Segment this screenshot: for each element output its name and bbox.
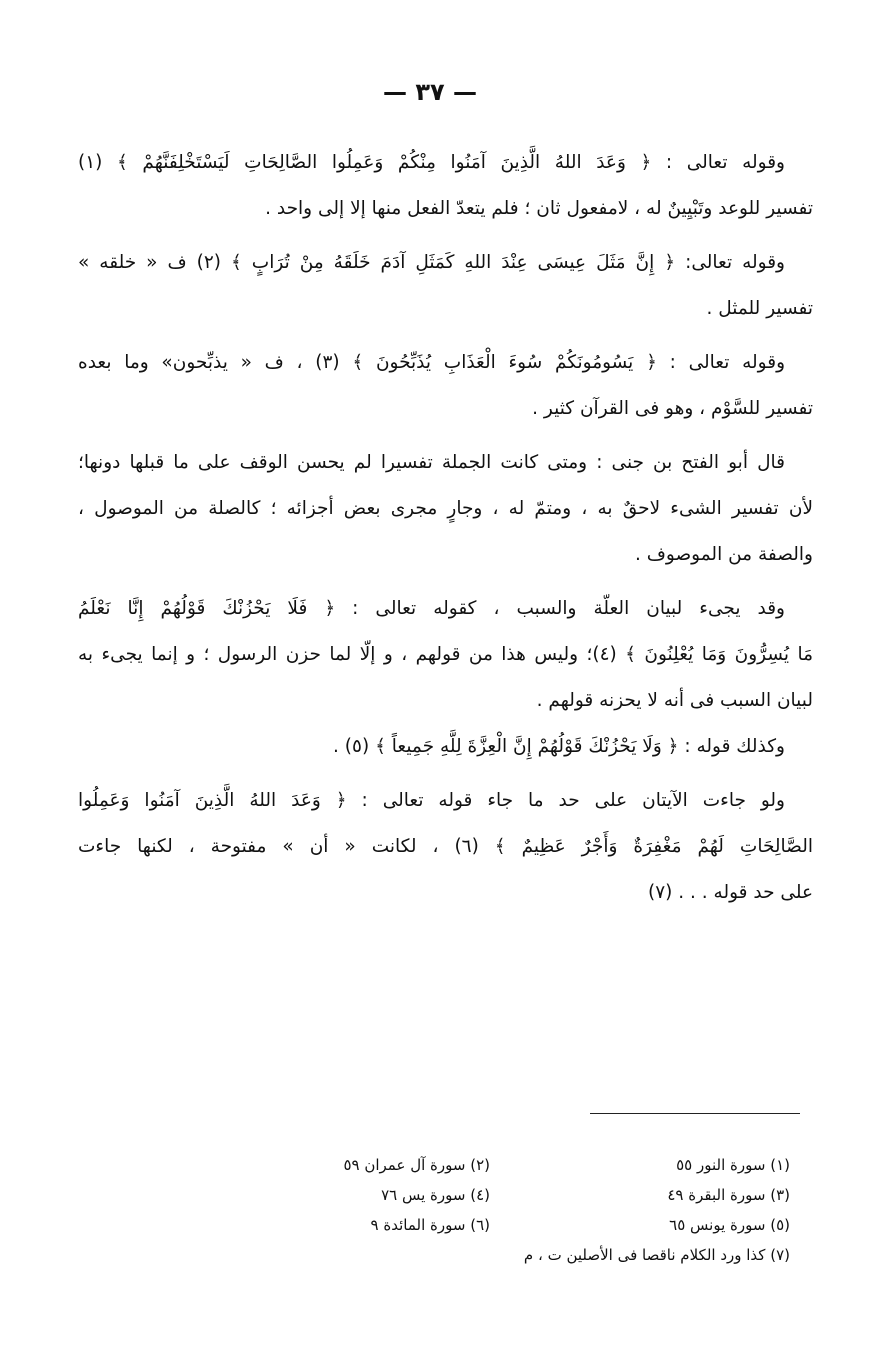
- text-line: وقوله تعالى : ﴿ وَعَدَ اللهُ الَّذِينَ آمَنُوا مِنْكُمْ وَعَمِلُوا الصَّالِحَاتِ لَيَسْتَخْلِفَنَّهُمْ ﴾ (١): [78, 152, 785, 173]
- footnote-row: [150, 1180, 790, 1210]
- footnote-row: [150, 1150, 790, 1180]
- paragraph-4: [78, 440, 813, 578]
- paragraph-3: [78, 340, 813, 432]
- main-text: [78, 140, 813, 916]
- text-line: تفسير للمثل .: [706, 298, 813, 319]
- text-line: لأن تفسير الشىء لاحقٌ به ، ومتمّ له ، وجارٍ مجرى بعض أجزائه ؛ كالصلة من الموصول ،: [78, 498, 813, 519]
- text-line: وقوله تعالى : ﴿ يَسُومُونَكُمْ سُوءَ الْعَذَابِ يُذَبِّحُونَ ﴾ (٣) ، ف « يذبِّحون» وما بعده: [78, 352, 786, 373]
- text-line: وكذلك قوله : ﴿ وَلَا يَحْزُنْكَ قَوْلُهُمْ إِنَّ الْعِزَّةَ لِلَّهِ جَمِيعاً ﴾ (٥) .: [333, 736, 785, 757]
- page-number: — ٣٧ —: [382, 78, 477, 106]
- footnotes: [150, 1150, 790, 1270]
- footnote-entry: (٢) سورة آل عمران ٥٩: [343, 1156, 490, 1174]
- footnote-entry: (٥) سورة يونس ٦٥: [669, 1216, 790, 1234]
- text-line: ولو جاءت الآيتان على حد ما جاء قوله تعالى : ﴿ وَعَدَ اللهُ الَّذِينَ آمَنُوا وَعَمِلُوا: [78, 790, 785, 811]
- paragraph-2: [78, 240, 813, 332]
- footnote-row: [150, 1240, 790, 1270]
- text-line: قال أبو الفتح بن جنى : ومتى كانت الجملة تفسيرا لم يحسن الوقف على ما قبلها دونها؛: [78, 452, 785, 473]
- footnote-entry: (١) سورة النور ٥٥: [676, 1156, 790, 1174]
- footnote-entry: (٧) كذا ورد الكلام ناقصا فى الأصلين ت ، م: [523, 1246, 790, 1264]
- footnote-entry: (٣) سورة البقرة ٤٩: [667, 1186, 790, 1204]
- text-line: لبيان السبب فى أنه لا يحزنه قولهم .: [536, 690, 813, 711]
- text-line: وقد يجىء لبيان العلّة والسبب ، كقوله تعالى : ﴿ فَلَا يَحْزُنْكَ قَوْلُهُمْ إِنَّا نَعْلَمُ: [78, 598, 785, 619]
- text-line: الصَّالِحَاتِ لَهُمْ مَغْفِرَةٌ وَأَجْرٌ عَظِيمٌ ﴾ (٦) ، لكانت « أن » مفتوحة ، لكنها جاءت: [78, 836, 813, 857]
- text-line: تفسير للوعد وتَبْيِينٌ له ، لامفعول ثان ؛ فلم يتعدّ الفعل منها إلا إلى واحد .: [265, 198, 813, 219]
- text-line: تفسير للسَّوْم ، وهو فى القرآن كثير .: [532, 398, 813, 419]
- text-line: مَا يُسِرُّونَ وَمَا يُعْلِنُونَ ﴾ (٤)؛ وليس هذا من قولهم ، و إلّا لما حزن الرسول ؛ و إنما يجىء به: [78, 644, 813, 665]
- paragraph-1: [78, 140, 813, 232]
- paragraph-5: [78, 586, 813, 770]
- footnote-divider: [590, 1113, 800, 1114]
- footnote-row: [150, 1210, 790, 1240]
- footnote-entry: (٤) سورة يس ٧٦: [381, 1186, 490, 1204]
- text-line: والصفة من الموصوف .: [634, 544, 813, 565]
- paragraph-6: [78, 778, 813, 916]
- footnote-entry: (٦) سورة المائدة ٩: [370, 1216, 490, 1234]
- text-line: على حد قوله . . . (٧): [648, 882, 813, 903]
- text-line: وقوله تعالى: ﴿ إِنَّ مَثَلَ عِيسَى عِنْدَ اللهِ كَمَثَلِ آدَمَ خَلَقَهُ مِنْ تُرَابٍ ﴾ (٢) ف « خلقه »: [78, 252, 785, 273]
